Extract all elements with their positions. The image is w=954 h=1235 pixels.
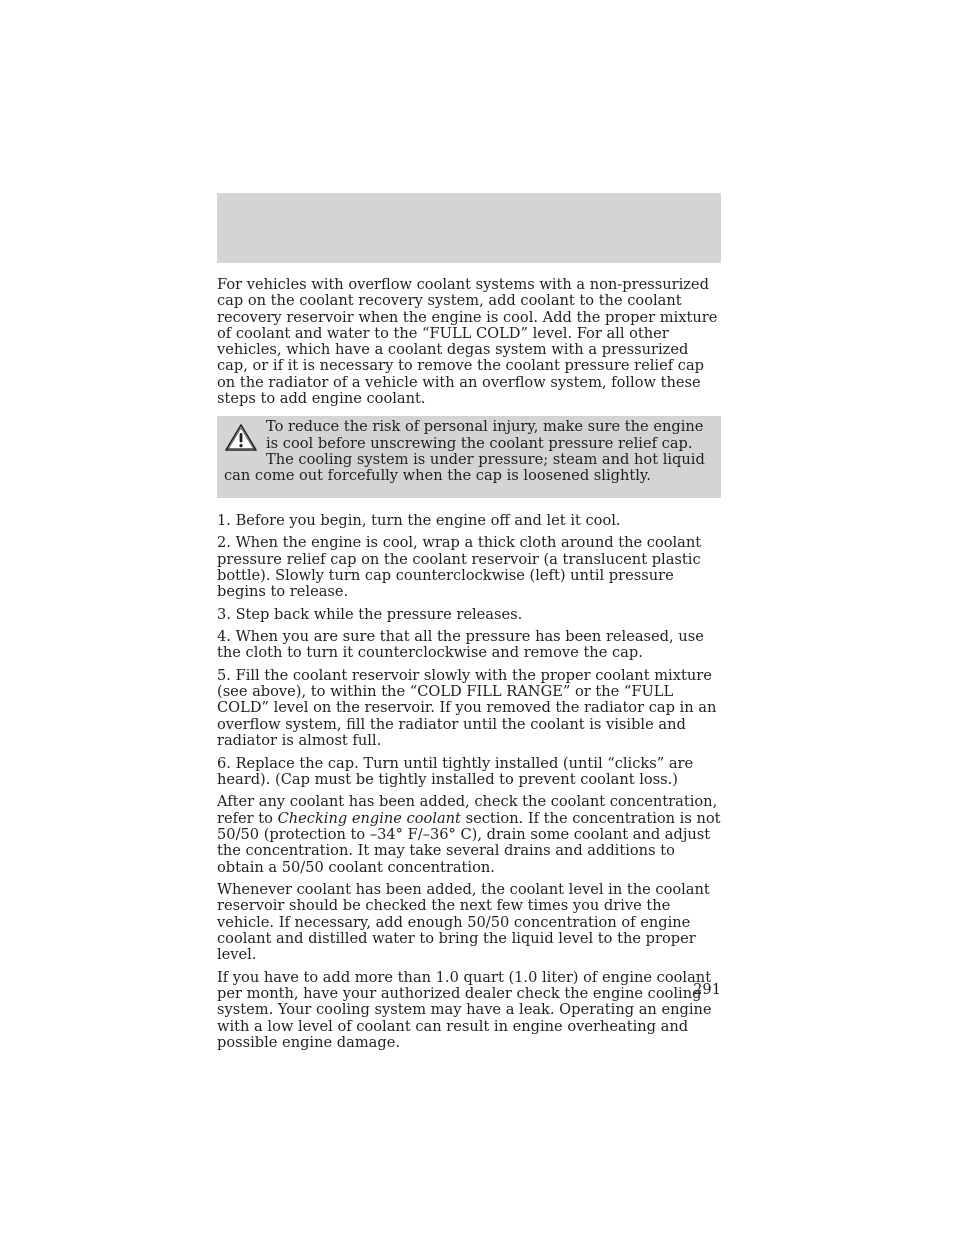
step-3: 3. Step back while the pressure releases.	[217, 605, 523, 623]
page-number: 291	[693, 981, 721, 998]
checking-engine-coolant-reference: Checking engine coolant	[277, 809, 461, 827]
step-4: 4. When you are sure that all the pressure has been released, use the cloth to turn it counterclockwise and remove the cap.	[217, 628, 704, 662]
warning-triangle-icon	[224, 423, 258, 453]
section-header-bar	[217, 193, 721, 263]
warning-text: To reduce the risk of personal injury, make sure the engine is cool before unscrewing the coolant pressure relief cap. The cooling system is under pressure; steam and hot liquid can come out forcefully when the cap is loosened slightly.	[224, 418, 705, 485]
page-content	[217, 277, 721, 1057]
after-added-paragraph	[217, 794, 721, 875]
step-1: 1. Before you begin, turn the engine off and let it cool.	[217, 511, 621, 529]
step-2: 2. When the engine is cool, wrap a thick cloth around the coolant pressure relief cap on the coolant reservoir (a translucent plastic bottle). Slowly turn cap counterclockwise (left) until pressure begins to release.	[217, 534, 702, 601]
more-than-paragraph: If you have to add more than 1.0 quart (1.0 liter) of engine coolant per month, have your authorized dealer check the engine cooling system. Your cooling system may have a leak. Operating an engine with a low level of coolant can result in engine overheating and possible engine damage.	[217, 968, 712, 1051]
intro-paragraph: For vehicles with overflow coolant systems with a non-pressurized cap on the coolant recovery system, add coolant to the coolant recovery reservoir when the engine is cool. Add the proper mixture of coolant and water to the “FULL COLD” level. For all other vehicles, which have a coolant degas system with a pressurized cap, or if it is necessary to remove the coolant pressure relief cap on the radiator of a vehicle with an overflow system, follow these steps to add engine coolant.	[217, 276, 718, 408]
step-5: 5. Fill the coolant reservoir slowly with the proper coolant mixture (see above), to within the “COLD FILL RANGE” or the “FULL COLD” level on the reservoir. If you removed the radiator cap in an overflow system, fill the radiator until the coolant is visible and radiator is almost full.	[217, 666, 717, 750]
after-added-before: After any coolant has been added, check the coolant concentration, refer to	[217, 793, 718, 827]
step-6: 6. Replace the cap. Turn until tightly installed (until “clicks” are heard). (Cap must be tightly installed to prevent coolant loss.)	[217, 754, 694, 788]
after-added-after: section. If the concentration is not 50/50 (protection to –34° F/–36° C), drain some coolant and adjust the concentration. It may take several drains and additions to obtain a 50/50 coolant concentration.	[217, 809, 721, 876]
warning-box	[217, 416, 721, 497]
whenever-paragraph: Whenever coolant has been added, the coolant level in the coolant reservoir should be checked the next few times you drive the vehicle. If necessary, add enough 50/50 concentration of engine coolant and distilled water to bring the liquid level to the proper level.	[217, 881, 710, 964]
